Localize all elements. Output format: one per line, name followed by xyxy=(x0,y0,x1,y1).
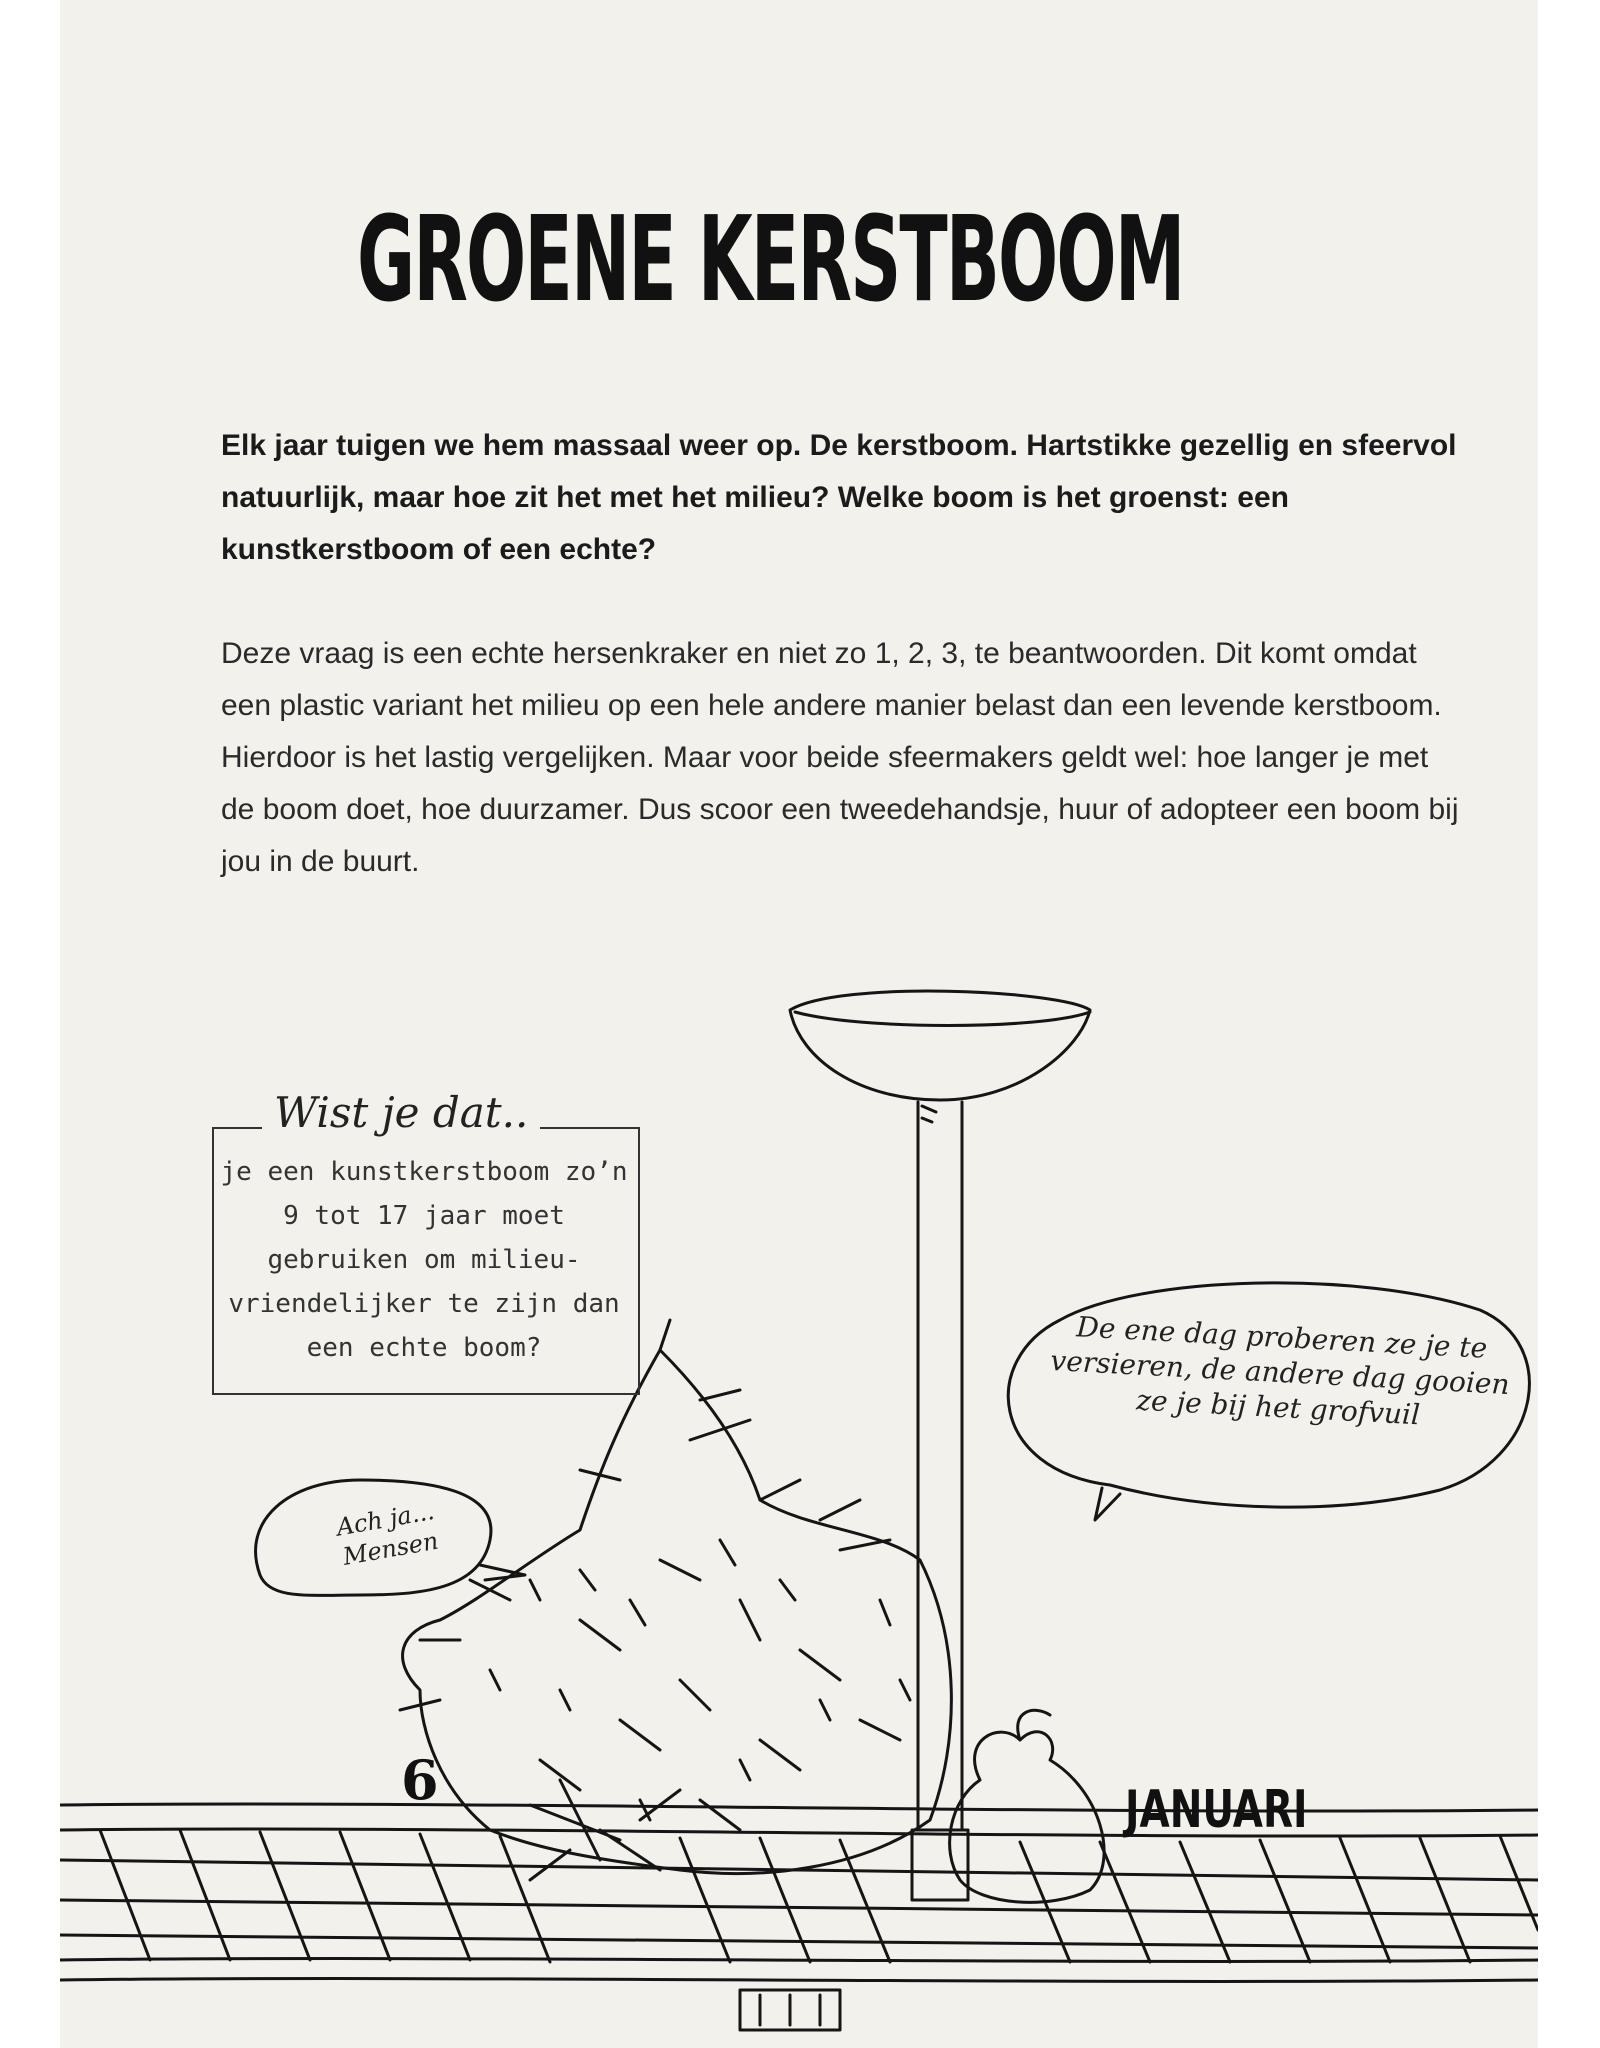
fact-box-text: je een kunstkerstboom zo’n 9 tot 17 jaar moet gebruiken om milieu-vriendelijker te zijn dan een echte boom? xyxy=(220,1157,628,1363)
calendar-day: 6 xyxy=(401,1748,439,1812)
tree-outline xyxy=(403,1350,952,1873)
intro-paragraph: Elk jaar tuigen we hem massaal weer op. De kerstboom. Hartstikke gezellig en sfeervol natuurlijk, maar hoe zit het met het milieu? Welke boom is het groenst: een kunstkerstboom of een echte? xyxy=(221,429,1457,566)
lamp-base xyxy=(912,1830,968,1900)
lamp-pole xyxy=(918,1102,962,1830)
speech-bubble-left-tail xyxy=(480,1565,525,1580)
lamp-head xyxy=(790,991,1090,1100)
page-title: GROENE KERSTBOOM xyxy=(357,190,1184,328)
speech-bubble-right-text: De ene dag proberen ze je te versieren, de andere dag gooien ze je bij het grofvuil xyxy=(1049,1310,1511,1432)
sidewalk xyxy=(60,1804,1538,1981)
speech-bubble-right-tail xyxy=(1095,1488,1120,1520)
page xyxy=(60,0,1538,2048)
speech-bubble-left-text: Ach ja... Mensen xyxy=(334,1496,441,1571)
body-paragraph: Deze vraag is een echte hersenkraker en niet zo 1, 2, 3, te beantwoorden. Dit komt omdat een plastic variant het milieu op een hele andere manier belast dan een levende kerstboom. Hierdoor is het lastig vergelijken. Maar voor beide sfeermakers geldt wel: hoe langer je met de boom doet, hoe duurzamer. Dus scoor een tweedehandsje, huur of adopteer een boom bij jou in de buurt. xyxy=(221,637,1459,878)
trash-bag xyxy=(950,1732,1105,1903)
fact-box-title: Wist je dat.. xyxy=(262,1088,540,1137)
calendar-month: JANUARI xyxy=(1125,1780,1308,1840)
